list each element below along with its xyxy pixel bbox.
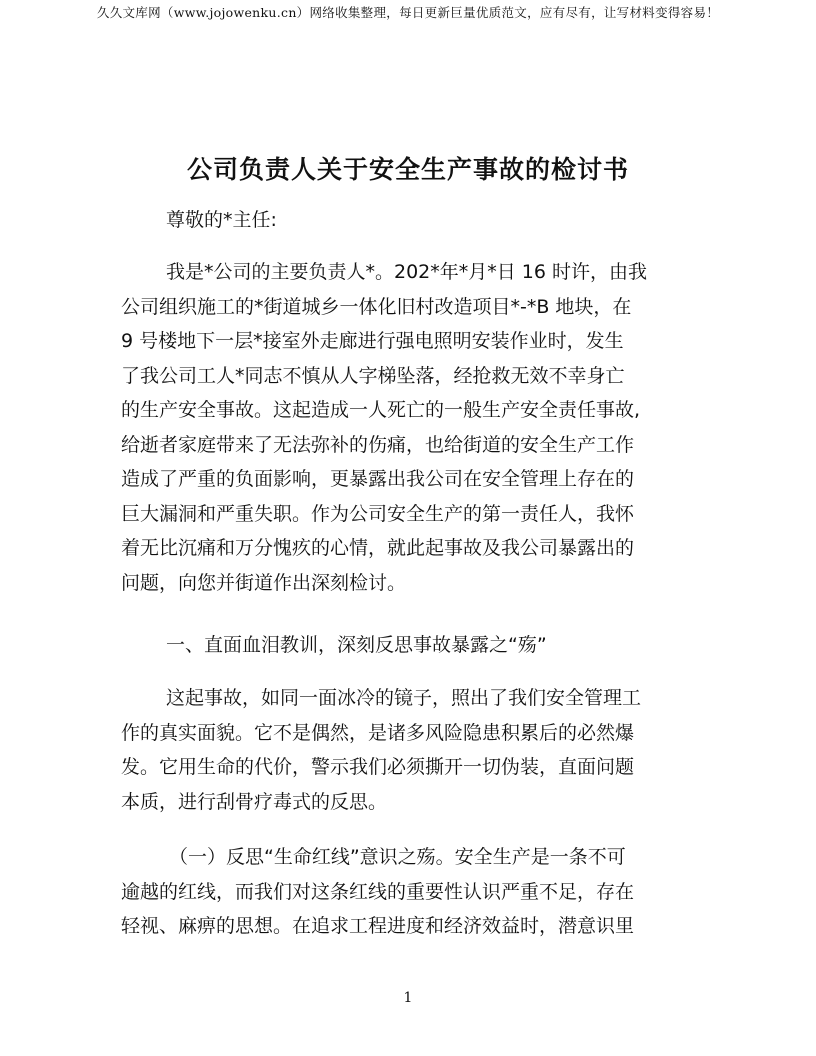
paragraph-3 [121,840,701,944]
paragraph-line: 的生产安全事故。这起造成一人死亡的一般生产安全责任事故, [121,399,641,421]
paragraph-line: 造成了严重的负面影响，更暴露出我公司在安全管理上存在的 [121,468,635,490]
paragraph-line: 9 号楼地下一层*接室外走廊进行强电照明安装作业时，发生 [121,330,624,352]
paragraph-line: 问题，向您并街道作出深刻检讨。 [121,571,407,594]
paragraph-line: 作的真实面貌。它不是偶然，是诸多风险隐患积累后的必然爆 [121,721,635,744]
paragraph-line: 公司组织施工的*街道城乡一体化旧村改造项目*-*B 地块，在 [121,295,632,318]
paragraph-line: 发。它用生命的代价，警示我们必须撕开一切伪装，直面问题 [121,756,635,778]
section-heading-text: 一、直面血泪教训，深刻反思事故暴露之“殇” [166,634,547,656]
paragraph-line: （一）反思“生命红线”意识之殇。安全生产是一条不可 [169,846,626,868]
paragraph-line: 巨大漏洞和严重失职。作为公司安全生产的第一责任人，我怀 [121,502,635,525]
section-1-heading [121,628,701,663]
paragraph-line: 本质，进行刮骨疗毒式的反思。 [121,790,388,813]
paragraph-line: 着无比沉痛和万分愧疚的心情，就此起事故及我公司暴露出的 [121,537,635,559]
paragraph-line: 给逝者家庭带来了无法弥补的伤痛，也给街道的安全生产工作 [121,433,635,456]
salutation: 尊敬的*主任: [166,209,277,231]
paragraph-line: 这起事故，如同一面冰冷的镜子，照出了我们安全管理工 [166,687,642,709]
paragraph-line: 了我公司工人*同志不慎从人字梯坠落，经抢救无效不幸身亡 [121,364,625,387]
document-title: 公司负责人关于安全生产事故的检讨书 [186,155,629,184]
paragraph-2 [121,681,701,819]
paragraph-line: 轻视、麻痹的思想。在追求工程进度和经济效益时，潜意识里 [121,915,635,937]
paragraph-line: 我是*公司的主要负责人*。202*年*月*日 16 时许，由我 [166,261,648,283]
watermark-header: 久久文库网（www.jojowenku.cn）网络收集整理，每日更新巨量优质范文，应有尽有，让写材料变得容易！ [96,5,720,20]
page-number: 1 [403,990,413,1006]
paragraph-1 [121,255,701,600]
paragraph-line: 逾越的红线，而我们对这条红线的重要性认识严重不足，存在 [121,880,635,903]
